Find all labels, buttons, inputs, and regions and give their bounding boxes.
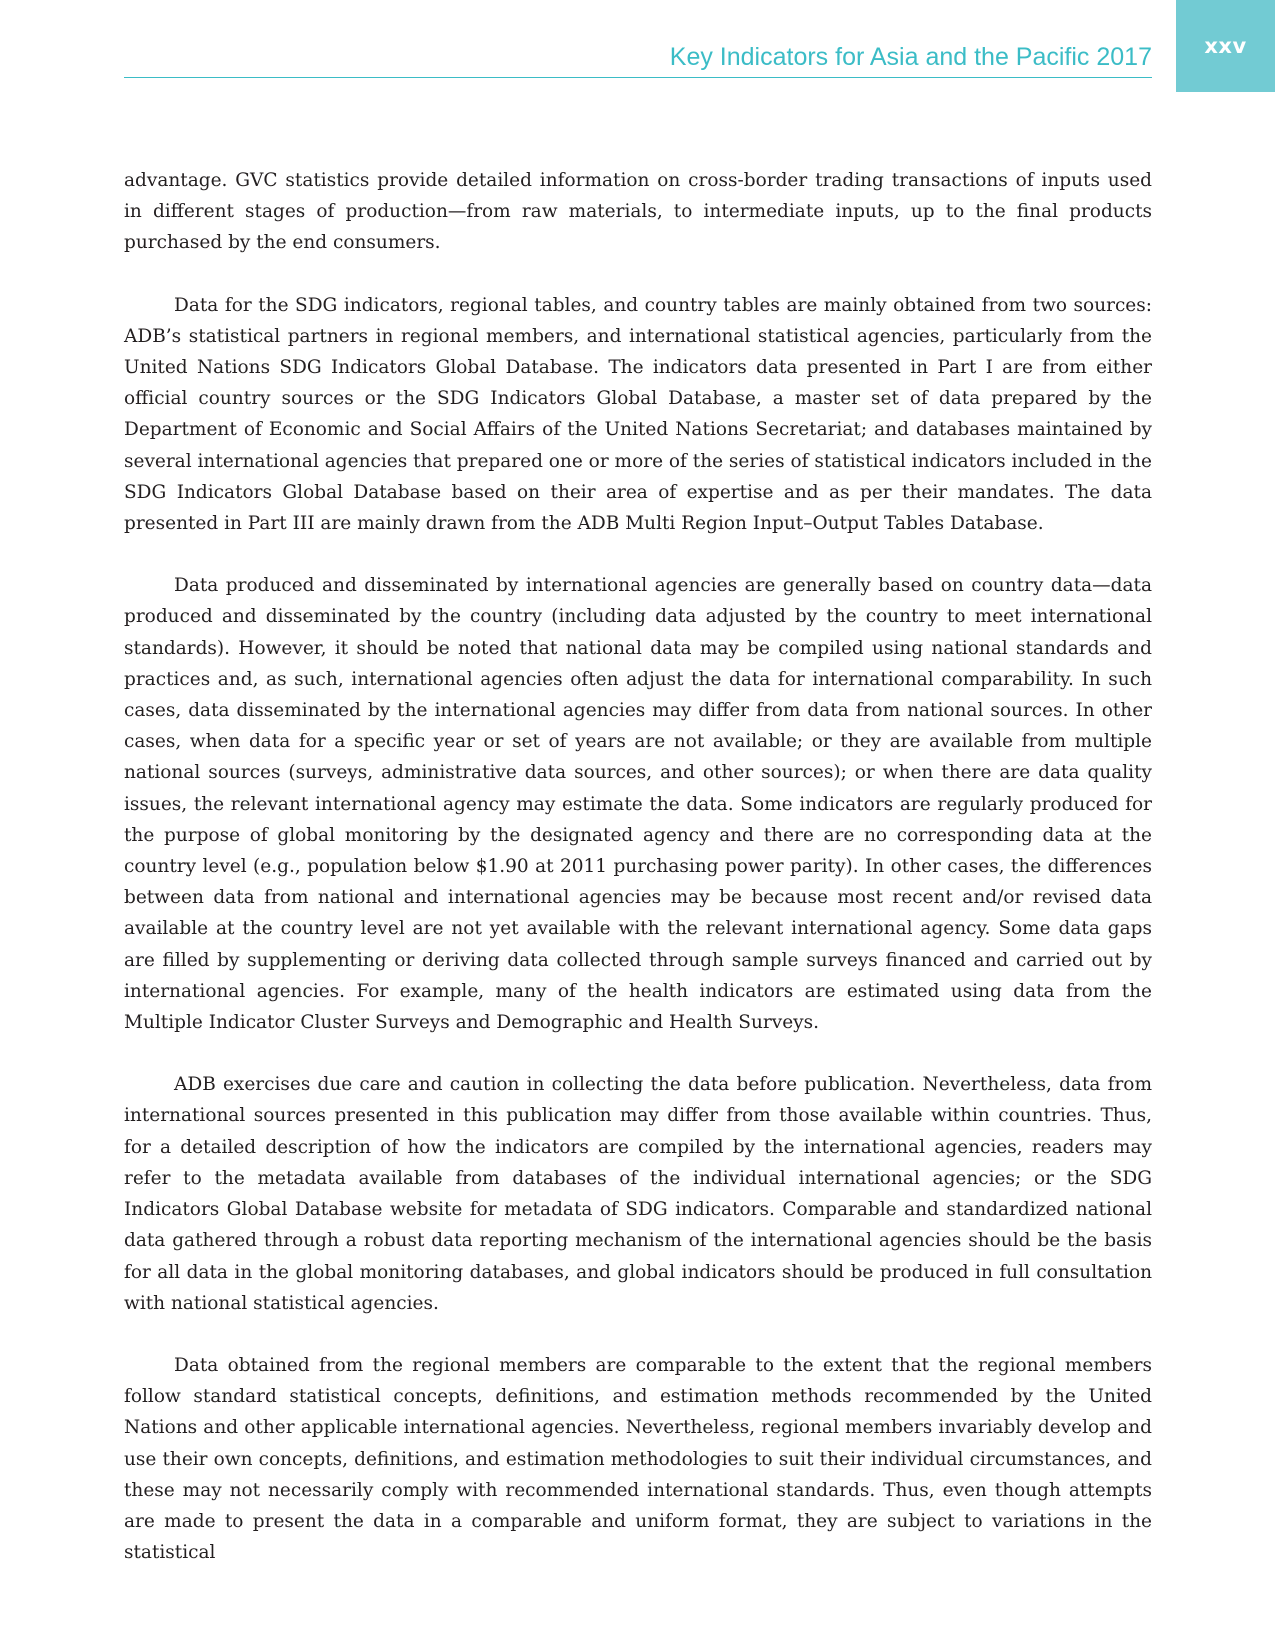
paragraph-international-agencies: Data produced and disseminated by international agencies are generally based on country data—data produced and disseminated by the country (including data adjusted by the country to meet international standards). However, it should be noted that national data may be compiled using national standards and practices and, as such, international agencies often adjust the data for international comparability. In such cases, data disseminated by the international agencies may differ from data from national sources. In other cases, when data for a specific year or set of years are not available; or they are available from multiple national sources (surveys, administrative data sources, and other sources); or when there are data quality issues, the relevant international agency may estimate the data. Some indicators are regularly produced for the purpose of global monitoring by the designated agency and there are no corresponding data at the country level (e.g., population below $1.90 at 2011 purchasing power parity). In other cases, the differences between data from national and international agencies may be because most recent and/or revised data available at the country level are not yet available with the relevant international agency. Some data gaps are filled by supplementing or deriving data collected through sample surveys financed and carried out by international agencies. For example, many of the health indicators are estimated using data from the Multiple Indicator Cluster Surveys and Demographic and Health Surveys. [124,575,1152,1034]
paragraph-data-sources: Data for the SDG indicators, regional tables, and country tables are mainly obtained from two sources: ADB’s statistical partners in regional members, and international statistical agencies, particularly from the United Nations SDG Indicators Global Database. The indicators data presented in Part I are from either official country sources or the SDG Indicators Global Database, a master set of data prepared by the Department of Economic and Social Affairs of the United Nations Secretariat; and databases maintained by several international agencies that prepared one or more of the series of statistical indicators included in the SDG Indicators Global Database based on their area of expertise and as per their mandates. The data presented in Part III are mainly drawn from the ADB Multi Region Input–Output Tables Database. [124,294,1152,535]
body-text [124,165,1152,1599]
paragraph-continuation: advantage. GVC statistics provide detailed information on cross-border trading transactions of inputs used in different stages of production—from raw materials, to intermediate inputs, up to the final products purchased by the end consumers. [124,170,1152,254]
paragraph-adb-due-care: ADB exercises due care and caution in collecting the data before publication. Nevertheless, data from international sources presented in this publication may differ from those available within countries. Thus, for a detailed description of how the indicators are compiled by the international agencies, readers may refer to the metadata available from databases of the individual international agencies; or the SDG Indicators Global Database website for metadata of SDG indicators. Comparable and standardized national data gathered through a robust data reporting mechanism of the international agencies should be the basis for all data in the global monitoring databases, and global indicators should be produced in full consultation with national statistical agencies. [124,1074,1152,1314]
paragraph-regional-members: Data obtained from the regional members are comparable to the extent that the regional members follow standard statistical concepts, definitions, and estimation methods recommended by the United Nations and other applicable international agencies. Nevertheless, regional members invariably develop and use their own concepts, definitions, and estimation methodologies to suit their individual circumstances, and these may not necessarily comply with recommended international standards. Thus, even though attempts are made to present the data in a comparable and uniform format, they are subject to variations in the statistical [124,1354,1152,1564]
header-rule [124,77,1152,78]
running-title: Key Indicators for Asia and the Pacific 2017 [669,43,1152,71]
page-number: xxv [1176,0,1275,92]
